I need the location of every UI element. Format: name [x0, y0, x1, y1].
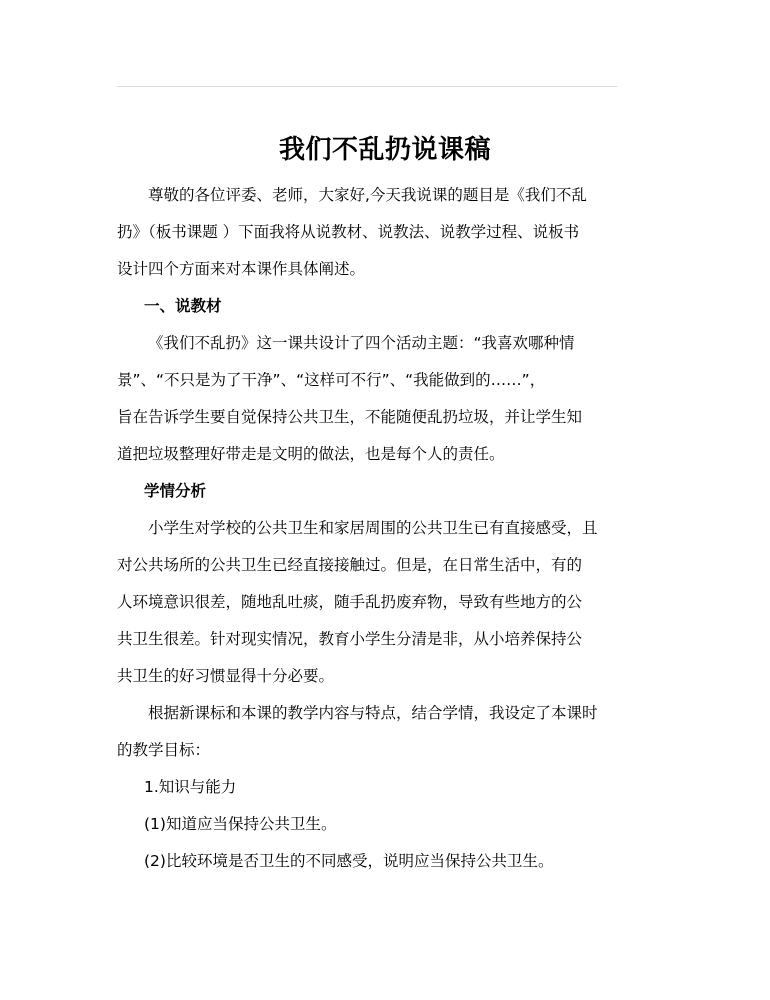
goal-item: (1)知道应当保持公共卫生。 [144, 815, 337, 833]
document-body [117, 126, 653, 880]
paragraph-line: 共卫生很差。针对现实情况，教育小学生分清是非，从小培养保持公 [117, 630, 583, 648]
learner-analysis-paragraph [117, 510, 653, 695]
section-heading-textbook: 一、说教材 [144, 297, 222, 315]
document-title: 我们不乱扔说课稿 [278, 135, 491, 165]
paragraph-line: 小学生对学校的公共卫生和家居周围的公共卫生已有直接感受，且 [148, 519, 598, 537]
header-divider [117, 86, 617, 87]
goal-item: (2)比较环境是否卫生的不同感受，说明应当保持公共卫生。 [144, 852, 554, 870]
paragraph-line: 的教学目标： [117, 741, 211, 759]
section-heading-learner-analysis: 学情分析 [144, 482, 207, 500]
paragraph-line: 设计四个方面来对本课作具体阐述。 [117, 260, 366, 278]
teaching-goals-paragraph [117, 695, 653, 769]
paragraph-line: 根据新课标和本课的教学内容与特点，结合学情，我设定了本课时 [148, 704, 598, 722]
paragraph-line: 道把垃圾整理好带走是文明的做法，也是每个人的责任。 [117, 445, 505, 463]
paragraph-line: 《我们不乱扔》这一课共设计了四个活动主题：“我喜欢哪种情 [148, 334, 575, 352]
paragraph-line: 共卫生的好习惯显得十分必要。 [117, 667, 335, 685]
paragraph-line: 人环境意识很差，随地乱吐痰，随手乱扔废弃物，导致有些地方的公 [117, 593, 583, 611]
goal-item-knowledge-ability: 1.知识与能力 [144, 778, 237, 796]
paragraph-line: 旨在告诉学生要自觉保持公共卫生，不能随便乱扔垃圾，并让学生知 [117, 408, 583, 426]
paragraph-line: 景”、“不只是为了干净”、“这样可不行”、“我能做到的……”， [117, 371, 546, 389]
paragraph-line: 扔》（板书课题 ）下面我将从说教材、说教法、说教学过程、说板书 [117, 223, 580, 241]
paragraph-line: 尊敬的各位评委、老师，大家好,今天我说课的题目是《我们不乱 [148, 186, 587, 204]
textbook-paragraph [117, 325, 653, 473]
paragraph-line: 对公共场所的公共卫生已经直接接触过。但是，在日常生活中，有的 [117, 556, 583, 574]
intro-paragraph [117, 177, 653, 288]
